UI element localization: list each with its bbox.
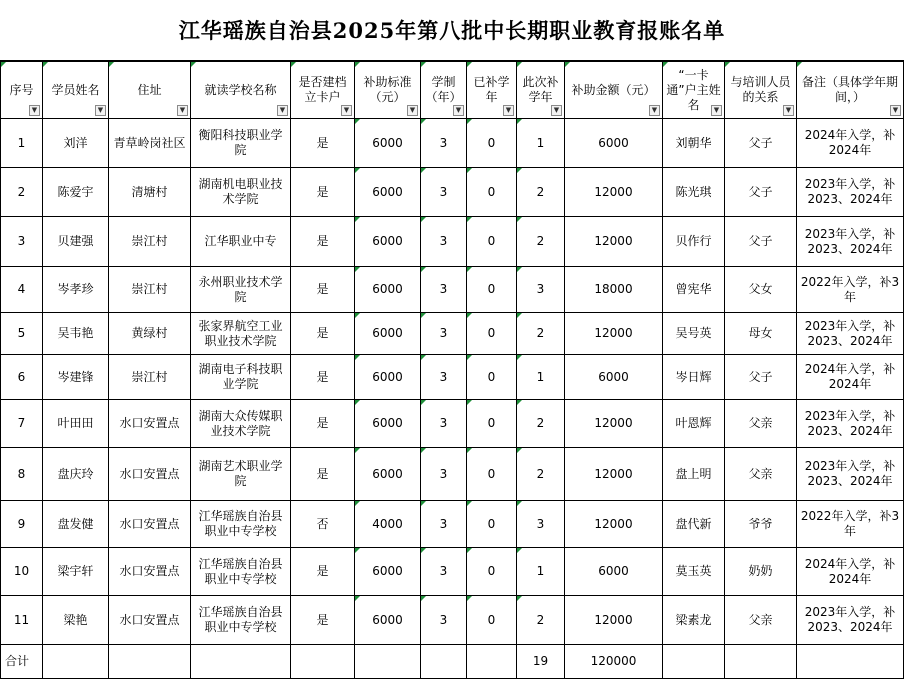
table-cell: 12000: [565, 596, 663, 645]
table-cell: 6000: [355, 355, 421, 400]
filter-dropdown-icon[interactable]: ▼: [341, 105, 352, 116]
table-cell: 0: [467, 313, 517, 355]
filter-dropdown-icon[interactable]: ▼: [407, 105, 418, 116]
cell-marker-icon: [355, 596, 360, 601]
table-cell: 盘上明: [663, 448, 725, 501]
table-cell: 水口安置点: [109, 548, 191, 596]
table-cell: 吴号英: [663, 313, 725, 355]
cell-marker-icon: [517, 501, 522, 506]
table-cell: 6000: [565, 355, 663, 400]
cell-marker-icon: [517, 168, 522, 173]
table-cell: 梁素龙: [663, 596, 725, 645]
table-cell: 0: [467, 448, 517, 501]
table-cell: 7: [1, 400, 43, 448]
table-cell: 3: [421, 217, 467, 267]
table-cell: 是: [291, 448, 355, 501]
table-cell: 8: [1, 448, 43, 501]
table-cell: 3: [517, 501, 565, 548]
table-cell: 0: [467, 400, 517, 448]
column-header-label: 与培训人员的关系: [730, 75, 791, 104]
filter-dropdown-icon[interactable]: ▼: [649, 105, 660, 116]
table-cell: 18000: [565, 267, 663, 313]
table-row: [1, 313, 904, 355]
table-cell: 水口安置点: [109, 596, 191, 645]
table-cell: 陈爱宇: [43, 168, 109, 217]
table-cell: 3: [421, 119, 467, 168]
table-cell: 曾宪华: [663, 267, 725, 313]
cell-marker-icon: [355, 168, 360, 173]
table-cell: 2023年入学，补2023、2024年: [797, 168, 904, 217]
table-cell: 叶恩辉: [663, 400, 725, 448]
table-cell: 母女: [725, 313, 797, 355]
table-cell: 衡阳科技职业学院: [191, 119, 291, 168]
table-cell: 水口安置点: [109, 400, 191, 448]
table-row: [1, 217, 904, 267]
table-cell: 6000: [355, 596, 421, 645]
column-header-4: [191, 62, 291, 119]
table-cell: 陈光琪: [663, 168, 725, 217]
table-cell: 3: [421, 501, 467, 548]
cell-marker-icon: [291, 62, 296, 67]
table-cell: 2024年入学，补2024年: [797, 119, 904, 168]
table-cell: 父子: [725, 355, 797, 400]
table-cell: 1: [517, 355, 565, 400]
column-header-label: “一卡通”户主姓名: [666, 67, 721, 112]
column-header-label: 住址: [137, 82, 162, 97]
table-cell: 2023年入学，补2023、2024年: [797, 400, 904, 448]
cell-marker-icon: [467, 217, 472, 222]
table-row: [1, 168, 904, 217]
table-cell: 清塘村: [109, 168, 191, 217]
table-cell: 3: [421, 267, 467, 313]
table-cell: 江华瑶族自治县职业中专学校: [191, 596, 291, 645]
table-cell: 水口安置点: [109, 501, 191, 548]
table-cell: 0: [467, 168, 517, 217]
table-cell: 父亲: [725, 448, 797, 501]
table-cell: 0: [467, 217, 517, 267]
cell-marker-icon: [421, 501, 426, 506]
table-cell: 12000: [565, 313, 663, 355]
cell-marker-icon: [109, 62, 114, 67]
table-cell: 0: [467, 548, 517, 596]
table-cell: 2023年入学，补2023、2024年: [797, 596, 904, 645]
cell-marker-icon: [421, 548, 426, 553]
table-cell: 江华瑶族自治县职业中专学校: [191, 501, 291, 548]
cell-marker-icon: [467, 548, 472, 553]
table-cell: 永州职业技术学院: [191, 267, 291, 313]
table-cell: 崇江村: [109, 267, 191, 313]
column-header-5: [291, 62, 355, 119]
table-cell: 6000: [355, 448, 421, 501]
table-row: [1, 448, 904, 501]
filter-dropdown-icon[interactable]: ▼: [453, 105, 464, 116]
table-cell: 0: [467, 355, 517, 400]
table-cell: 6000: [565, 548, 663, 596]
table-cell: 0: [467, 267, 517, 313]
column-header-10: [565, 62, 663, 119]
table-cell: 3: [517, 267, 565, 313]
cell-marker-icon: [355, 400, 360, 405]
page-title: 江华瑶族自治县2025年第八批中长期职业教育报账名单: [0, 0, 904, 61]
cell-marker-icon: [517, 548, 522, 553]
table-cell: 盘发健: [43, 501, 109, 548]
total-row: [1, 645, 904, 679]
cell-marker-icon: [467, 448, 472, 453]
cell-marker-icon: [421, 313, 426, 318]
table-cell: 2: [517, 596, 565, 645]
table-cell: 6000: [355, 119, 421, 168]
column-header-2: [43, 62, 109, 119]
table-cell: 梁艳: [43, 596, 109, 645]
cell-marker-icon: [355, 448, 360, 453]
cell-marker-icon: [421, 168, 426, 173]
cell-marker-icon: [421, 62, 426, 67]
table-cell: 崇江村: [109, 217, 191, 267]
cell-marker-icon: [421, 400, 426, 405]
cell-marker-icon: [467, 355, 472, 360]
table-row: [1, 355, 904, 400]
table-cell: 是: [291, 355, 355, 400]
column-header-label: 补助标准（元）: [363, 75, 412, 104]
table-cell: 是: [291, 596, 355, 645]
table-cell: [355, 645, 421, 679]
filter-dropdown-icon[interactable]: ▼: [29, 105, 40, 116]
filter-dropdown-icon[interactable]: ▼: [503, 105, 514, 116]
table-cell: 吴韦艳: [43, 313, 109, 355]
cell-marker-icon: [355, 217, 360, 222]
table-cell: 莫玉英: [663, 548, 725, 596]
table-cell: 是: [291, 548, 355, 596]
table-cell: 12000: [565, 448, 663, 501]
cell-marker-icon: [355, 267, 360, 272]
table-cell: 5: [1, 313, 43, 355]
total-years: 19: [517, 645, 565, 679]
table-cell: 2: [517, 448, 565, 501]
table-row: [1, 400, 904, 448]
table-cell: 父亲: [725, 400, 797, 448]
table-cell: 父子: [725, 119, 797, 168]
table-cell: 2024年入学，补2024年: [797, 548, 904, 596]
cell-marker-icon: [191, 62, 196, 67]
table-cell: 2: [517, 217, 565, 267]
cell-marker-icon: [517, 119, 522, 124]
table-cell: 2022年入学，补3年: [797, 267, 904, 313]
table-cell: 湖南机电职业技术学院: [191, 168, 291, 217]
column-header-1: [1, 62, 43, 119]
filter-dropdown-icon[interactable]: ▼: [277, 105, 288, 116]
table-cell: 0: [467, 501, 517, 548]
table-cell: 0: [467, 596, 517, 645]
table-cell: 3: [421, 548, 467, 596]
table-cell: 3: [1, 217, 43, 267]
column-header-6: [355, 62, 421, 119]
table-cell: 6000: [355, 168, 421, 217]
table-cell: 梁宇轩: [43, 548, 109, 596]
table-cell: 4000: [355, 501, 421, 548]
cell-marker-icon: [467, 596, 472, 601]
cell-marker-icon: [467, 501, 472, 506]
table-cell: 2023年入学，补2023、2024年: [797, 313, 904, 355]
cell-marker-icon: [421, 267, 426, 272]
column-header-label: 此次补学年: [522, 75, 559, 104]
cell-marker-icon: [517, 400, 522, 405]
cell-marker-icon: [565, 62, 570, 67]
cell-marker-icon: [517, 355, 522, 360]
table-cell: 6000: [565, 119, 663, 168]
table-cell: 10: [1, 548, 43, 596]
table-cell: 湖南电子科技职业学院: [191, 355, 291, 400]
table-cell: 1: [1, 119, 43, 168]
table-cell: 6000: [355, 548, 421, 596]
table-row: [1, 267, 904, 313]
table-cell: 是: [291, 119, 355, 168]
table-cell: 6000: [355, 400, 421, 448]
table-cell: 4: [1, 267, 43, 313]
table-cell: 否: [291, 501, 355, 548]
cell-marker-icon: [355, 501, 360, 506]
table-cell: 2023年入学，补2023、2024年: [797, 448, 904, 501]
table-cell: 张家界航空工业职业技术学院: [191, 313, 291, 355]
cell-marker-icon: [43, 62, 48, 67]
filter-dropdown-icon[interactable]: ▼: [177, 105, 188, 116]
cell-marker-icon: [797, 62, 802, 67]
cell-marker-icon: [467, 119, 472, 124]
table-cell: 江华职业中专: [191, 217, 291, 267]
table-cell: 盘庆玲: [43, 448, 109, 501]
total-label: 合计: [1, 645, 43, 679]
subsidy-table: [0, 61, 904, 679]
column-header-label: 已补学年: [473, 75, 510, 104]
column-header-12: [725, 62, 797, 119]
table-cell: 6: [1, 355, 43, 400]
table-cell: 1: [517, 119, 565, 168]
column-header-label: 是否建档立卡户: [298, 75, 347, 104]
table-cell: 盘代新: [663, 501, 725, 548]
table-cell: 2: [517, 400, 565, 448]
table-cell: [797, 645, 904, 679]
table-cell: [725, 645, 797, 679]
filter-dropdown-icon[interactable]: ▼: [551, 105, 562, 116]
column-header-3: [109, 62, 191, 119]
table-cell: 2022年入学，补3年: [797, 501, 904, 548]
table-cell: 是: [291, 168, 355, 217]
cell-marker-icon: [355, 548, 360, 553]
table-cell: 1: [517, 548, 565, 596]
table-cell: 3: [421, 596, 467, 645]
filter-dropdown-icon[interactable]: ▼: [711, 105, 722, 116]
column-header-9: [517, 62, 565, 119]
column-header-label: 备注（具体学年期间，）: [801, 75, 898, 104]
table-cell: 0: [467, 119, 517, 168]
cell-marker-icon: [421, 217, 426, 222]
cell-marker-icon: [355, 62, 360, 67]
table-cell: 贝作行: [663, 217, 725, 267]
table-row: [1, 119, 904, 168]
cell-marker-icon: [517, 62, 522, 67]
cell-marker-icon: [517, 313, 522, 318]
table-cell: 父子: [725, 217, 797, 267]
table-row: [1, 501, 904, 548]
column-header-13: [797, 62, 904, 119]
table-cell: 2: [517, 168, 565, 217]
filter-dropdown-icon[interactable]: ▼: [95, 105, 106, 116]
total-amount: 120000: [565, 645, 663, 679]
cell-marker-icon: [421, 119, 426, 124]
cell-marker-icon: [355, 119, 360, 124]
cell-marker-icon: [467, 267, 472, 272]
table-row: [1, 548, 904, 596]
table-cell: [663, 645, 725, 679]
table-cell: 爷爷: [725, 501, 797, 548]
table-cell: 6000: [355, 313, 421, 355]
cell-marker-icon: [467, 400, 472, 405]
table-cell: 6000: [355, 267, 421, 313]
table-cell: 2: [1, 168, 43, 217]
table-cell: 12000: [565, 168, 663, 217]
table-cell: [421, 645, 467, 679]
table-row: [1, 596, 904, 645]
table-cell: 是: [291, 400, 355, 448]
filter-dropdown-icon[interactable]: ▼: [890, 105, 901, 116]
table-cell: 父亲: [725, 596, 797, 645]
table-cell: 水口安置点: [109, 448, 191, 501]
table-cell: [191, 645, 291, 679]
table-cell: 青草岭岗社区: [109, 119, 191, 168]
table-cell: 3: [421, 168, 467, 217]
column-header-label: 学员姓名: [51, 82, 100, 97]
table-cell: 岑建锋: [43, 355, 109, 400]
table-cell: 奶奶: [725, 548, 797, 596]
table-cell: 岑孝珍: [43, 267, 109, 313]
table-cell: 刘朝华: [663, 119, 725, 168]
cell-marker-icon: [421, 355, 426, 360]
column-header-7: [421, 62, 467, 119]
table-cell: 12000: [565, 217, 663, 267]
table-cell: 湖南艺术职业学院: [191, 448, 291, 501]
table-cell: 湖南大众传媒职业技术学院: [191, 400, 291, 448]
table-cell: [291, 645, 355, 679]
table-cell: [43, 645, 109, 679]
table-cell: 3: [421, 313, 467, 355]
table-cell: 贝建强: [43, 217, 109, 267]
column-header-8: [467, 62, 517, 119]
table-cell: 2023年入学，补2023、2024年: [797, 217, 904, 267]
cell-marker-icon: [663, 62, 668, 67]
column-header-11: [663, 62, 725, 119]
table-cell: 3: [421, 448, 467, 501]
table-cell: 父女: [725, 267, 797, 313]
table-cell: [467, 645, 517, 679]
cell-marker-icon: [725, 62, 730, 67]
table-cell: 刘洋: [43, 119, 109, 168]
table-cell: 父子: [725, 168, 797, 217]
cell-marker-icon: [421, 448, 426, 453]
filter-dropdown-icon[interactable]: ▼: [783, 105, 794, 116]
table-cell: 岑日辉: [663, 355, 725, 400]
table-cell: [109, 645, 191, 679]
table-cell: 12000: [565, 400, 663, 448]
cell-marker-icon: [467, 313, 472, 318]
cell-marker-icon: [517, 596, 522, 601]
cell-marker-icon: [355, 355, 360, 360]
cell-marker-icon: [517, 448, 522, 453]
table-cell: 9: [1, 501, 43, 548]
table-cell: 叶田田: [43, 400, 109, 448]
table-cell: 2024年入学，补2024年: [797, 355, 904, 400]
table-cell: 是: [291, 217, 355, 267]
column-header-label: 序号: [9, 82, 34, 97]
table-cell: 11: [1, 596, 43, 645]
table-cell: 是: [291, 267, 355, 313]
table-cell: 2: [517, 313, 565, 355]
table-cell: 是: [291, 313, 355, 355]
table-cell: 12000: [565, 501, 663, 548]
column-header-label: 补助金额（元）: [571, 82, 656, 97]
cell-marker-icon: [421, 596, 426, 601]
table-cell: 6000: [355, 217, 421, 267]
table-cell: 江华瑶族自治县职业中专学校: [191, 548, 291, 596]
cell-marker-icon: [355, 313, 360, 318]
table-cell: 黄绿村: [109, 313, 191, 355]
table-cell: 崇江村: [109, 355, 191, 400]
cell-marker-icon: [467, 168, 472, 173]
header-row: [1, 62, 904, 119]
column-header-label: 学制（年）: [425, 75, 462, 104]
cell-marker-icon: [517, 267, 522, 272]
table-cell: 3: [421, 355, 467, 400]
cell-marker-icon: [517, 217, 522, 222]
cell-marker-icon: [467, 62, 472, 67]
cell-marker-icon: [1, 62, 6, 67]
table-cell: 3: [421, 400, 467, 448]
column-header-label: 就读学校名称: [204, 82, 277, 97]
